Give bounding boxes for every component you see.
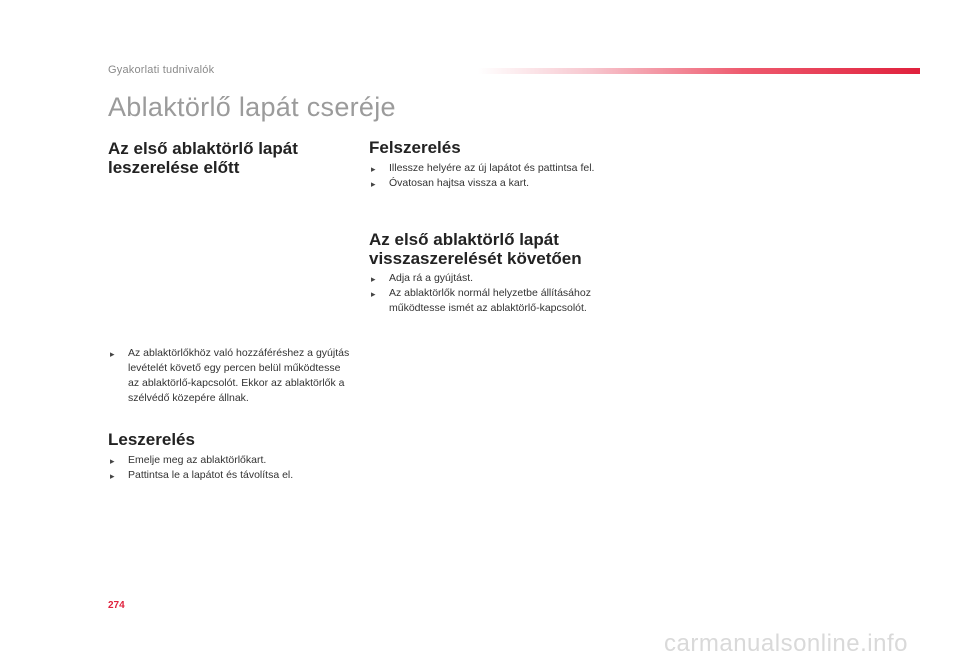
removal-list: [108, 453, 353, 483]
list-item-text: Az ablaktörlőkhöz való hozzáféréshez a gyújtás levételét követő egy percen belül működtesse az ablaktörlő-kapcsolót. Ekkor az ablaktörlők a szélvédő közepére állnak.: [128, 347, 350, 404]
watermark: carmanualsonline.info: [664, 630, 908, 657]
list-item-text: Adja rá a gyújtást.: [389, 272, 474, 284]
installation-heading: Felszerelés: [369, 138, 461, 157]
triangle-bullet-icon: ▸: [110, 349, 115, 359]
page-title: Ablaktörlő lapát cseréje: [108, 92, 396, 122]
list-item-text: Illessze helyére az új lapátot és pattintsa fel.: [389, 162, 595, 174]
triangle-bullet-icon: ▸: [371, 164, 376, 174]
page-number: 274: [108, 600, 125, 611]
list-item: [369, 271, 604, 286]
after-refit-list: [369, 271, 604, 316]
list-item-text: Az ablaktörlők normál helyzetbe állításához működtesse ismét az ablaktörlő-kapcsolót.: [389, 287, 591, 314]
triangle-bullet-icon: ▸: [371, 289, 376, 299]
list-item: [369, 161, 604, 176]
list-item: [108, 346, 353, 406]
list-item: [108, 468, 353, 483]
list-item: [369, 176, 604, 191]
triangle-bullet-icon: ▸: [110, 471, 115, 481]
triangle-bullet-icon: ▸: [371, 179, 376, 189]
after-refit-heading: Az első ablaktörlő lapát visszaszerelését követően: [369, 230, 582, 268]
installation-list: [369, 161, 604, 191]
list-item: [369, 286, 604, 316]
list-item-text: Emelje meg az ablaktörlőkart.: [128, 454, 267, 466]
triangle-bullet-icon: ▸: [110, 456, 115, 466]
before-removal-heading: Az első ablaktörlő lapát leszerelése előtt: [108, 139, 298, 177]
triangle-bullet-icon: ▸: [371, 274, 376, 284]
list-item-text: Óvatosan hajtsa vissza a kart.: [389, 177, 530, 189]
list-item-text: Pattintsa le a lapátot és távolítsa el.: [128, 469, 294, 481]
list-item: [108, 453, 353, 468]
section-label: Gyakorlati tudnivalók: [108, 64, 215, 76]
header-accent-bar: [478, 68, 920, 74]
removal-heading: Leszerelés: [108, 430, 195, 449]
before-removal-list: [108, 346, 353, 406]
